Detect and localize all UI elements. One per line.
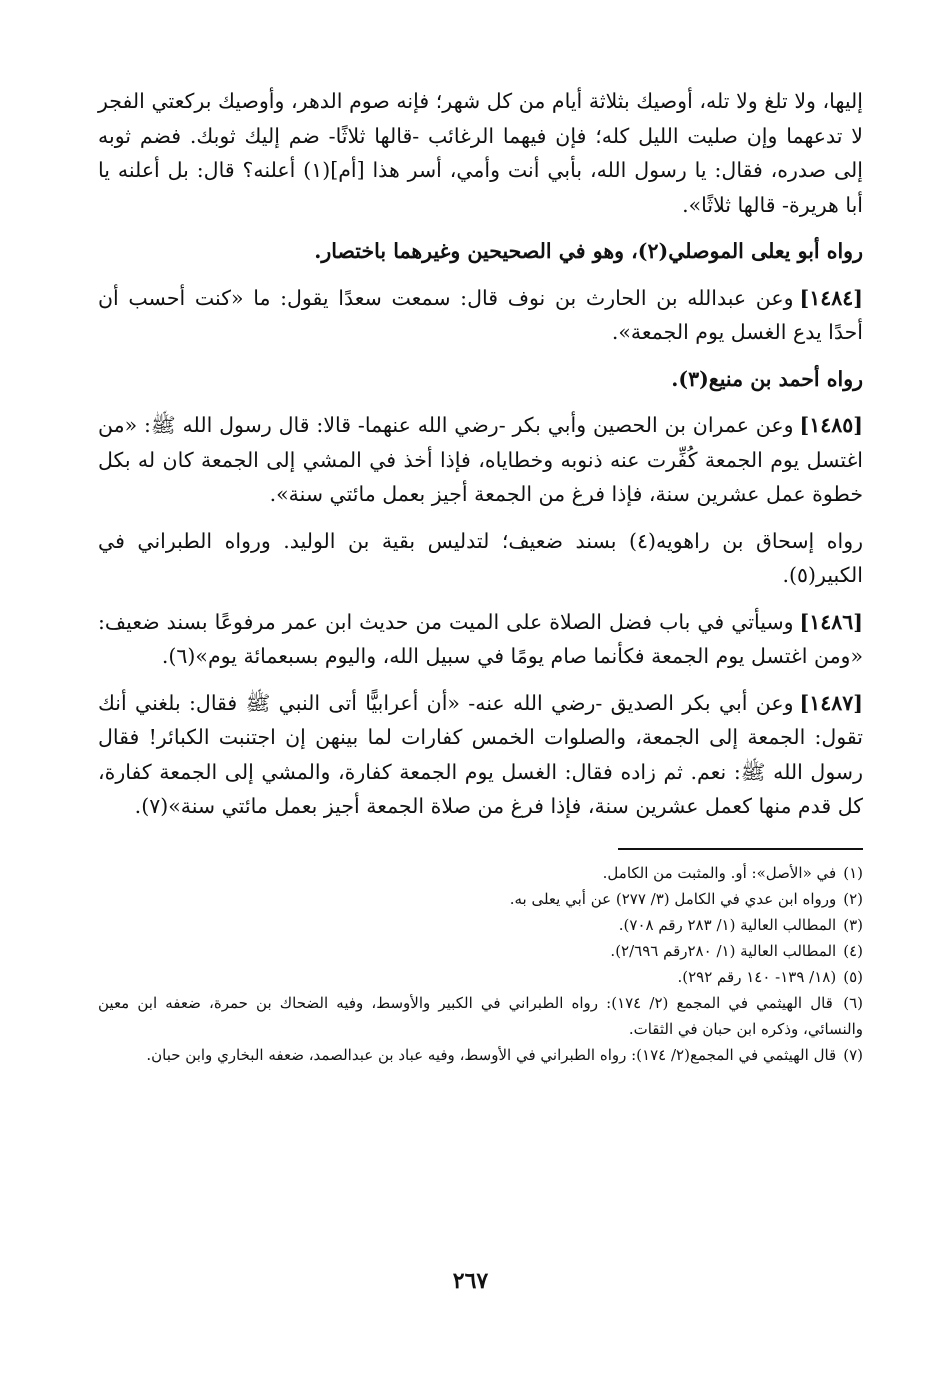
footnotes bbox=[98, 860, 863, 1068]
hadith-number: [١٤٨٧] bbox=[799, 690, 863, 715]
paragraph-hadith-1487: [١٤٨٧]وعن أبي بكر الصديق -رضي الله عنه- «أن أعرابيًّا أتى النبي ﷺ فقال: بلغني أنك تقول: الجمعة إلى الجمعة، والصلوات الخمس كفارات لما بينهن إن اجتنبت الكبائر! فقال رسول الله ﷺ: نعم. ثم زاده فقال: الغسل يوم الجمعة كفارة، والمشي إلى الجمعة كفارة، كل قدم منها كعمل عشرين سنة، فإذا فرغ من صلاة الجمعة أجيز بعمل مائتي سنة»(٧). bbox=[98, 690, 863, 818]
footnote: (١) في «الأصل»: أو. والمثبت من الكامل. bbox=[602, 863, 863, 882]
paragraph-hadith-1484: [١٤٨٤]وعن عبدالله بن الحارث بن نوف قال: سمعت سعدًا يقول: ما «كنت أحسب أن أحدًا يدع الغسل يوم الجمعة». bbox=[98, 285, 863, 344]
paragraph-source: رواه أبو يعلى الموصلي(٢)، وهو في الصحيحين وغيرهما باختصار. bbox=[314, 239, 863, 263]
main-text bbox=[98, 84, 863, 824]
hadith-number: [١٤٨٥] bbox=[799, 413, 863, 437]
footnote: (٢) ورواه ابن عدي في الكامل (٣/ ٢٧٧) عن أبي يعلى به. bbox=[509, 889, 863, 908]
page-number: ٢٦٧ bbox=[452, 1268, 489, 1294]
paragraph-source: رواه إسحاق بن راهويه(٤) بسند ضعيف؛ لتدليس بقية بن الوليد. ورواه الطبراني في الكبير(٥). bbox=[98, 528, 863, 587]
footnote: (٦) قال الهيثمي في المجمع (٢/ ١٧٤): رواه الطبراني في الكبير والأوسط، وفيه الضحاك بن حمرة، ضعفه ابن معين والنسائي، وذكره ابن حبان في الثقات. bbox=[98, 993, 863, 1038]
paragraph-hadith-1486: [١٤٨٦]وسيأتي في باب فضل الصلاة على الميت من حديث ابن عمر مرفوعًا بسند ضعيف: «ومن اغتسل يوم الجمعة فكأنما صام يومًا في سبيل الله، واليوم بسبعمائة يوم»(٦). bbox=[98, 609, 863, 668]
footnote: (٣) المطالب العالية (١/ ٢٨٣ رقم ٧٠٨). bbox=[618, 915, 863, 934]
hadith-number: [١٤٨٦] bbox=[799, 609, 863, 634]
paragraph-hadith-1485: [١٤٨٥]وعن عمران بن الحصين وأبي بكر -رضي الله عنهما- قالا: قال رسول الله ﷺ: «من اغتسل يوم الجمعة كُفِّرت عنه ذنوبه وخطاياه، فإذا أخذ في المشي إلى الجمعة كان له بكل خطوة عمل عشرين سنة، فإذا فرغ من الجمعة أجيز بعمل مائتي سنة». bbox=[98, 413, 863, 506]
footnote-divider bbox=[618, 848, 863, 850]
footnote: (٤) المطالب العالية (١/ ٢٨٠رقم ٢/٦٩٦). bbox=[610, 941, 863, 960]
paragraph-source: رواه أحمد بن منيع(٣). bbox=[671, 366, 863, 391]
footnote: (٥) (١٨/ ١٣٩- ١٤٠ رقم ٢٩٢). bbox=[677, 967, 863, 986]
paragraph-continuation: إليها، ولا تلغ ولا تله، أوصيك بثلاثة أيام من كل شهر؛ فإنه صوم الدهر، وأوصيك بركعتي الفجر لا تدعهما وإن صليت الليل كله؛ فإن فيهما الرغائب -قالها ثلاثًا- ضم إليك ثوبك. فضم ثوبه إلى صدره، فقال: يا رسول الله، بأبي أنت وأمي، أسر هذا [أم](١) أعلنه؟ قال: بل أعلنه يا أبا هريرة- قالها ثلاثًا». bbox=[98, 89, 863, 217]
footnote: (٧) قال الهيثمي في المجمع(٢/ ١٧٤): رواه الطبراني في الأوسط، وفيه عباد بن عبدالصمد، ضعفه البخاري وابن حبان. bbox=[146, 1045, 863, 1064]
hadith-number: [١٤٨٤] bbox=[799, 285, 863, 310]
page-body bbox=[98, 84, 863, 1068]
